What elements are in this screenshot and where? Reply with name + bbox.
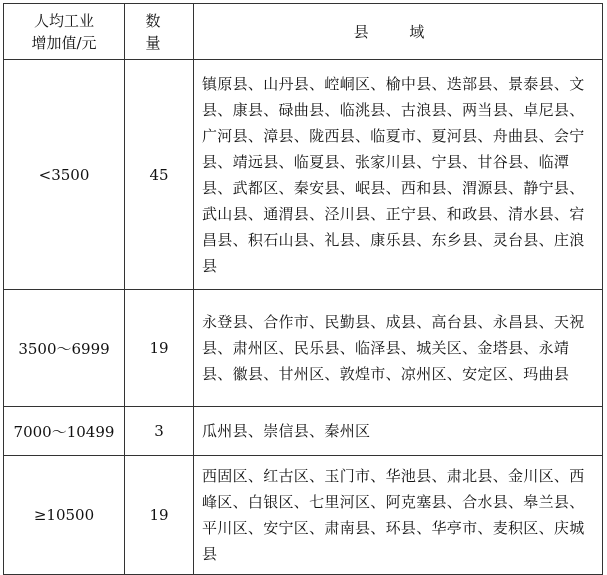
counties-cell: 瓜州县、崇信县、秦州区	[194, 407, 603, 456]
count-cell: 45	[125, 60, 194, 290]
range-cell: 7000～10499	[4, 407, 125, 456]
header-row	[4, 4, 603, 60]
header-income	[4, 4, 125, 60]
header-income-line1: 人均工业	[33, 11, 94, 30]
range-cell: ≥10500	[4, 456, 125, 575]
table-row	[4, 456, 603, 575]
range-cell: <3500	[4, 60, 125, 290]
header-counties: 县 域	[194, 4, 603, 60]
count-cell: 3	[125, 407, 194, 456]
table-row	[4, 290, 603, 407]
table-row	[4, 60, 603, 290]
counties-cell: 镇原县、山丹县、崆峒区、榆中县、迭部县、景泰县、文县、康县、碌曲县、临洮县、古浪县、两当县、卓尼县、广河县、漳县、陇西县、临夏市、夏河县、舟曲县、会宁县、靖远县、临夏县、张家川县、宁县、甘谷县、临潭县、武都区、秦安县、岷县、西和县、渭源县、静宁县、武山县、通渭县、泾川县、正宁县、和政县、清水县、宕昌县、积石山县、礼县、康乐县、东乡县、灵台县、庄浪县	[194, 60, 603, 290]
header-count: 数 量	[125, 4, 194, 60]
header-income-line2: 增加值/元	[31, 33, 97, 52]
table-row	[4, 407, 603, 456]
count-cell: 19	[125, 456, 194, 575]
range-cell: 3500～6999	[4, 290, 125, 407]
counties-cell: 西固区、红古区、玉门市、华池县、肃北县、金川区、西峰区、白银区、七里河区、阿克塞县、合水县、皋兰县、平川区、安宁区、肃南县、环县、华亭市、麦积区、庆城县	[194, 456, 603, 575]
count-cell: 19	[125, 290, 194, 407]
counties-cell: 永登县、合作市、民勤县、成县、高台县、永昌县、天祝县、肃州区、民乐县、临泽县、城关区、金塔县、永靖县、徽县、甘州区、敦煌市、凉州区、安定区、玛曲县	[194, 290, 603, 407]
county-income-table	[3, 3, 603, 575]
